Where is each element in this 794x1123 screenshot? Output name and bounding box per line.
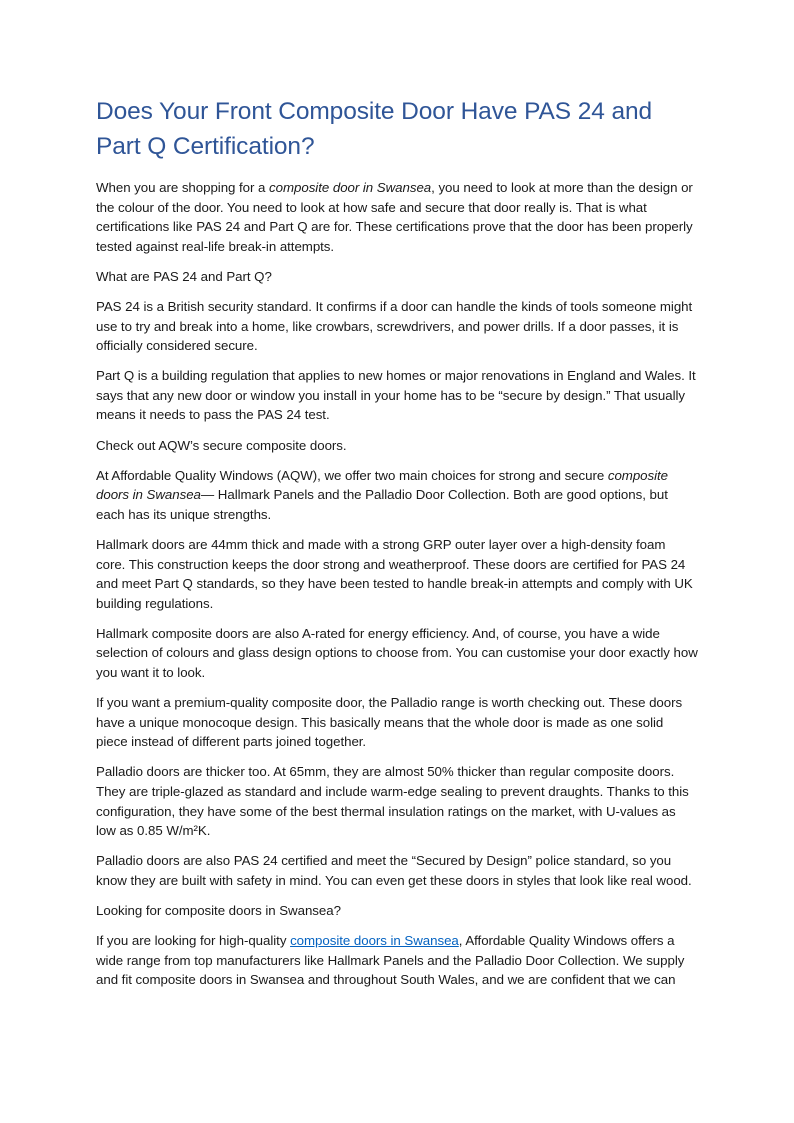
pas24-paragraph: PAS 24 is a British security standard. It confirms if a door can handle the kinds of tools someone might use to try and break into a home, like crowbars, screwdrivers, and power drills. If a door passes, it is officially considered secure. <box>96 298 693 354</box>
palladio-paragraph-1: If you want a premium-quality composite door, the Palladio range is worth checking out. These doors have a unique monocoque design. This basically means that the whole door is made as one solid piece instead of different parts joined together. <box>96 695 683 750</box>
subheading-check-out-aqw: Check out AQW’s secure composite doors. <box>96 437 347 453</box>
aqw-text-start: At Affordable Quality Windows (AQW), we offer two main choices for strong and secure <box>96 467 608 483</box>
aqw-paragraph <box>96 466 698 525</box>
intro-text-end: , you need to look at more than the design or the colour of the door. You need to look at how safe and secure that door really is. That is what certifications like PAS 24 and Part Q are for. These certifications prove that the door has been properly tested against real-life break-in attempts. <box>96 180 693 254</box>
closing-text-end: , Affordable Quality Windows offers a wide range from top manufacturers like Hallmark Panels and the Palladio Door Collection. We supply and fit composite doors in Swansea and throughout South Wales, and we are confident that we can <box>96 933 685 988</box>
subheading-what-are-pas24-partq: What are PAS 24 and Part Q? <box>96 268 272 284</box>
intro-emphasis: composite door in Swansea <box>269 180 432 195</box>
aqw-emphasis: composite doors in Swansea <box>96 467 668 503</box>
aqw-text-end: — Hallmark Panels and the Palladio Door Collection. Both are good options, but each has its unique strengths. <box>96 487 668 522</box>
palladio-paragraph-3: Palladio doors are also PAS 24 certified and meet the “Secured by Design” police standard, so you know they are built with safety in mind. You can even get these doors in styles that look like real wood. <box>96 853 692 888</box>
closing-text-start: If you are looking for high-quality <box>96 933 291 948</box>
palladio-paragraph-2: Palladio doors are thicker too. At 65mm, they are almost 50% thicker than regular composite doors. They are triple-glazed as standard and include warm-edge sealing to prevent draughts. Thanks to this configuration, they have some of the best thermal insulation ratings on the market, with U-values as low as 0.85 W/m²K. <box>96 764 689 839</box>
hallmark-paragraph-1: Hallmark doors are 44mm thick and made with a strong GRP outer layer over a high-density foam core. This construction keeps the door strong and weatherproof. These doors are certified for PAS 24 and meet Part Q standards, so they have been tested to handle break-in attempts and comply with UK building regulations. <box>96 536 693 611</box>
subheading-looking-for-doors: Looking for composite doors in Swansea? <box>96 902 341 918</box>
composite-doors-swansea-link[interactable]: composite doors in Swansea <box>290 933 459 948</box>
intro-text-start: When you are shopping for a <box>96 180 270 195</box>
partq-paragraph: Part Q is a building regulation that applies to new homes or major renovations in England and Wales. It says that any new door or window you install in your home has to be “secure by design.” That usually means it needs to pass the PAS 24 test. <box>96 368 696 423</box>
closing-paragraph <box>96 931 698 990</box>
document-page <box>96 94 698 1000</box>
article-title: Does Your Front Composite Door Have PAS 24 and Part Q Certification? <box>96 98 653 160</box>
intro-paragraph <box>96 178 698 256</box>
hallmark-paragraph-2: Hallmark composite doors are also A-rated for energy efficiency. And, of course, you have a wide selection of colours and glass design options to choose from. You can customise your door exactly how you want it to look. <box>96 625 698 680</box>
